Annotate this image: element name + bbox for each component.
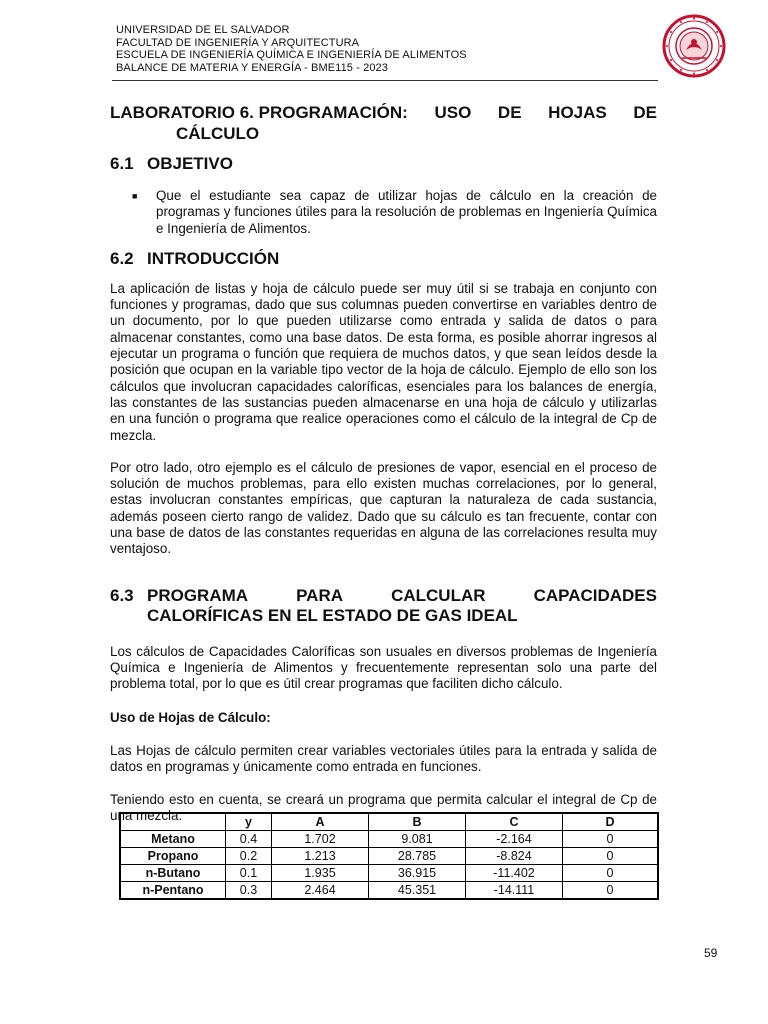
table-cell: 28.785 — [369, 848, 466, 865]
table-header-cell: D — [563, 813, 659, 831]
square-bullet-icon: ■ — [132, 191, 138, 201]
table-cell: 1.935 — [272, 865, 369, 882]
spreadsheet-subheading: Uso de Hojas de Cálculo: — [110, 709, 271, 725]
table-cell: -8.824 — [466, 848, 563, 865]
table-cell: 1.213 — [272, 848, 369, 865]
intro-paragraph-1: La aplicación de listas y hoja de cálculo puede ser muy útil si se trabaja en conjunto con funciones y programas, dado que sus columnas pueden convertirse en variables dentro de un documento, por lo que pueden utilizarse como entrada y salida de datos o para almacenar constantes, como una base datos. De esta forma, es posible ahorrar ingresos al ejecutar un programa o función que requiera de muchos datos, y que sean leídos desde la posición que ocupan en la variable tipo vector de la hoja de cálculo. Ejemplo de ello son los cálculos que involucran capacidades caloríficas, esenciales para los balances de energía, las constantes de las sustancias pueden almacenarse en una hoja de cálculo y utilizarlas en una función o programa que realice operaciones como el cálculo de la integral de Cp de mezcla. — [110, 280, 657, 443]
page-number: 59 — [704, 946, 718, 960]
table-header-cell: A — [272, 813, 369, 831]
table-cell: -11.402 — [466, 865, 563, 882]
section-title-word: CAPACIDADES — [533, 585, 657, 605]
lab-title — [110, 102, 657, 144]
table-header-cell: y — [226, 813, 272, 831]
component-name: n-Pentano — [120, 882, 226, 900]
program-intro-paragraph: Teniendo esto en cuenta, se creará un programa que permita calcular el integral de Cp de una mezcla: — [110, 792, 657, 824]
section-number: 6.2 — [110, 248, 134, 268]
table-row — [120, 865, 658, 882]
table-cell: 0 — [563, 865, 659, 882]
faculty-name: FACULTAD DE INGENIERÍA Y ARQUITECTURA — [116, 36, 360, 49]
spreadsheet-paragraph: Las Hojas de cálculo permiten crear variables vectoriales útiles para la entrada y salida de datos en programas y únicamente como entrada en funciones. — [110, 742, 657, 774]
intro-paragraph-2: Por otro lado, otro ejemplo es el cálculo de presiones de vapor, esencial en el proceso de solución de muchos problemas, para ello existen muchas correlaciones, por lo general, estas involucran constantes empíricas, que capturan la naturaleza de cada sustancia, además poseen cierto rango de validez. Dado que su cálculo es tan frecuente, contar con una base de datos de las constantes requeridas en alguna de las correlaciones resulta muy ventajoso. — [110, 459, 657, 557]
objective-bullet — [110, 188, 657, 237]
table-row — [120, 848, 658, 865]
table-cell: 0.2 — [226, 848, 272, 865]
university-name: UNIVERSIDAD DE EL SALVADOR — [116, 24, 290, 36]
table-cell: 0.1 — [226, 865, 272, 882]
table-cell: 0 — [563, 831, 659, 848]
course-name: BALANCE DE MATERIA Y ENERGÍA - BME115 - 2023 — [116, 61, 388, 74]
table-cell: 0.4 — [226, 831, 272, 848]
lab-title-word: LABORATORIO 6. PROGRAMACIÓN: — [110, 103, 408, 122]
table-cell: -2.164 — [466, 831, 563, 848]
lab-title-word: HOJAS — [548, 103, 607, 122]
section-title-word: PARA — [296, 585, 344, 605]
table-row — [120, 882, 658, 900]
section-6-3-heading — [110, 586, 657, 626]
objective-text: Que el estudiante sea capaz de utilizar hojas de cálculo en la creación de programas y funciones útiles para la resolución de problemas en Ingeniería Química e Ingeniería de Alimentos. — [156, 188, 657, 236]
table-header-row — [120, 813, 658, 831]
table-cell: 9.081 — [369, 831, 466, 848]
component-name: n-Butano — [120, 865, 226, 882]
table-header-cell: B — [369, 813, 466, 831]
section-title: INTRODUCCIÓN — [147, 248, 280, 268]
section-title-word: CALCULAR — [391, 585, 486, 605]
lab-title-word: DE — [497, 103, 522, 122]
table-cell: 2.464 — [272, 882, 369, 900]
document-header — [116, 24, 661, 74]
lab-title-line2: CÁLCULO — [176, 124, 260, 143]
section-number: 6.1 — [110, 154, 134, 173]
section-number: 6.3 — [110, 585, 134, 605]
section-title-word: PROGRAMA — [147, 585, 249, 605]
lab-title-word: USO — [434, 103, 472, 122]
table-cell: 0 — [563, 848, 659, 865]
table-cell: 1.702 — [272, 831, 369, 848]
university-seal-logo — [662, 14, 726, 78]
table-cell: 0.3 — [226, 882, 272, 900]
table-header-cell: C — [466, 813, 563, 831]
lab-title-word: DE — [633, 103, 657, 122]
component-name: Propano — [120, 848, 226, 865]
section-6-2-heading — [110, 248, 657, 269]
cp-paragraph: Los cálculos de Capacidades Caloríficas son usuales en diversos problemas de Ingeniería Química e Ingeniería de Alimentos y frecuentemente representan solo una parte del problema total, por lo que es útil crear programas que faciliten dicho cálculo. — [110, 643, 657, 692]
table-cell: 36.915 — [369, 865, 466, 882]
section-6-1-heading — [110, 153, 657, 174]
section-title-line2: CALORÍFICAS EN EL ESTADO DE GAS IDEAL — [147, 605, 518, 625]
table-cell: 45.351 — [369, 882, 466, 900]
section-title: OBJETIVO — [147, 154, 233, 173]
component-name: Metano — [120, 831, 226, 848]
school-name: ESCUELA DE INGENIERÍA QUÍMICA E INGENIERÍA DE ALIMENTOS — [116, 49, 467, 61]
header-divider — [112, 80, 658, 81]
table-cell: 0 — [563, 882, 659, 900]
document-body — [110, 102, 657, 825]
table-cell: -14.111 — [466, 882, 563, 900]
table-row — [120, 831, 658, 848]
cp-constants-table — [119, 812, 659, 900]
table-header-cell — [120, 813, 226, 831]
